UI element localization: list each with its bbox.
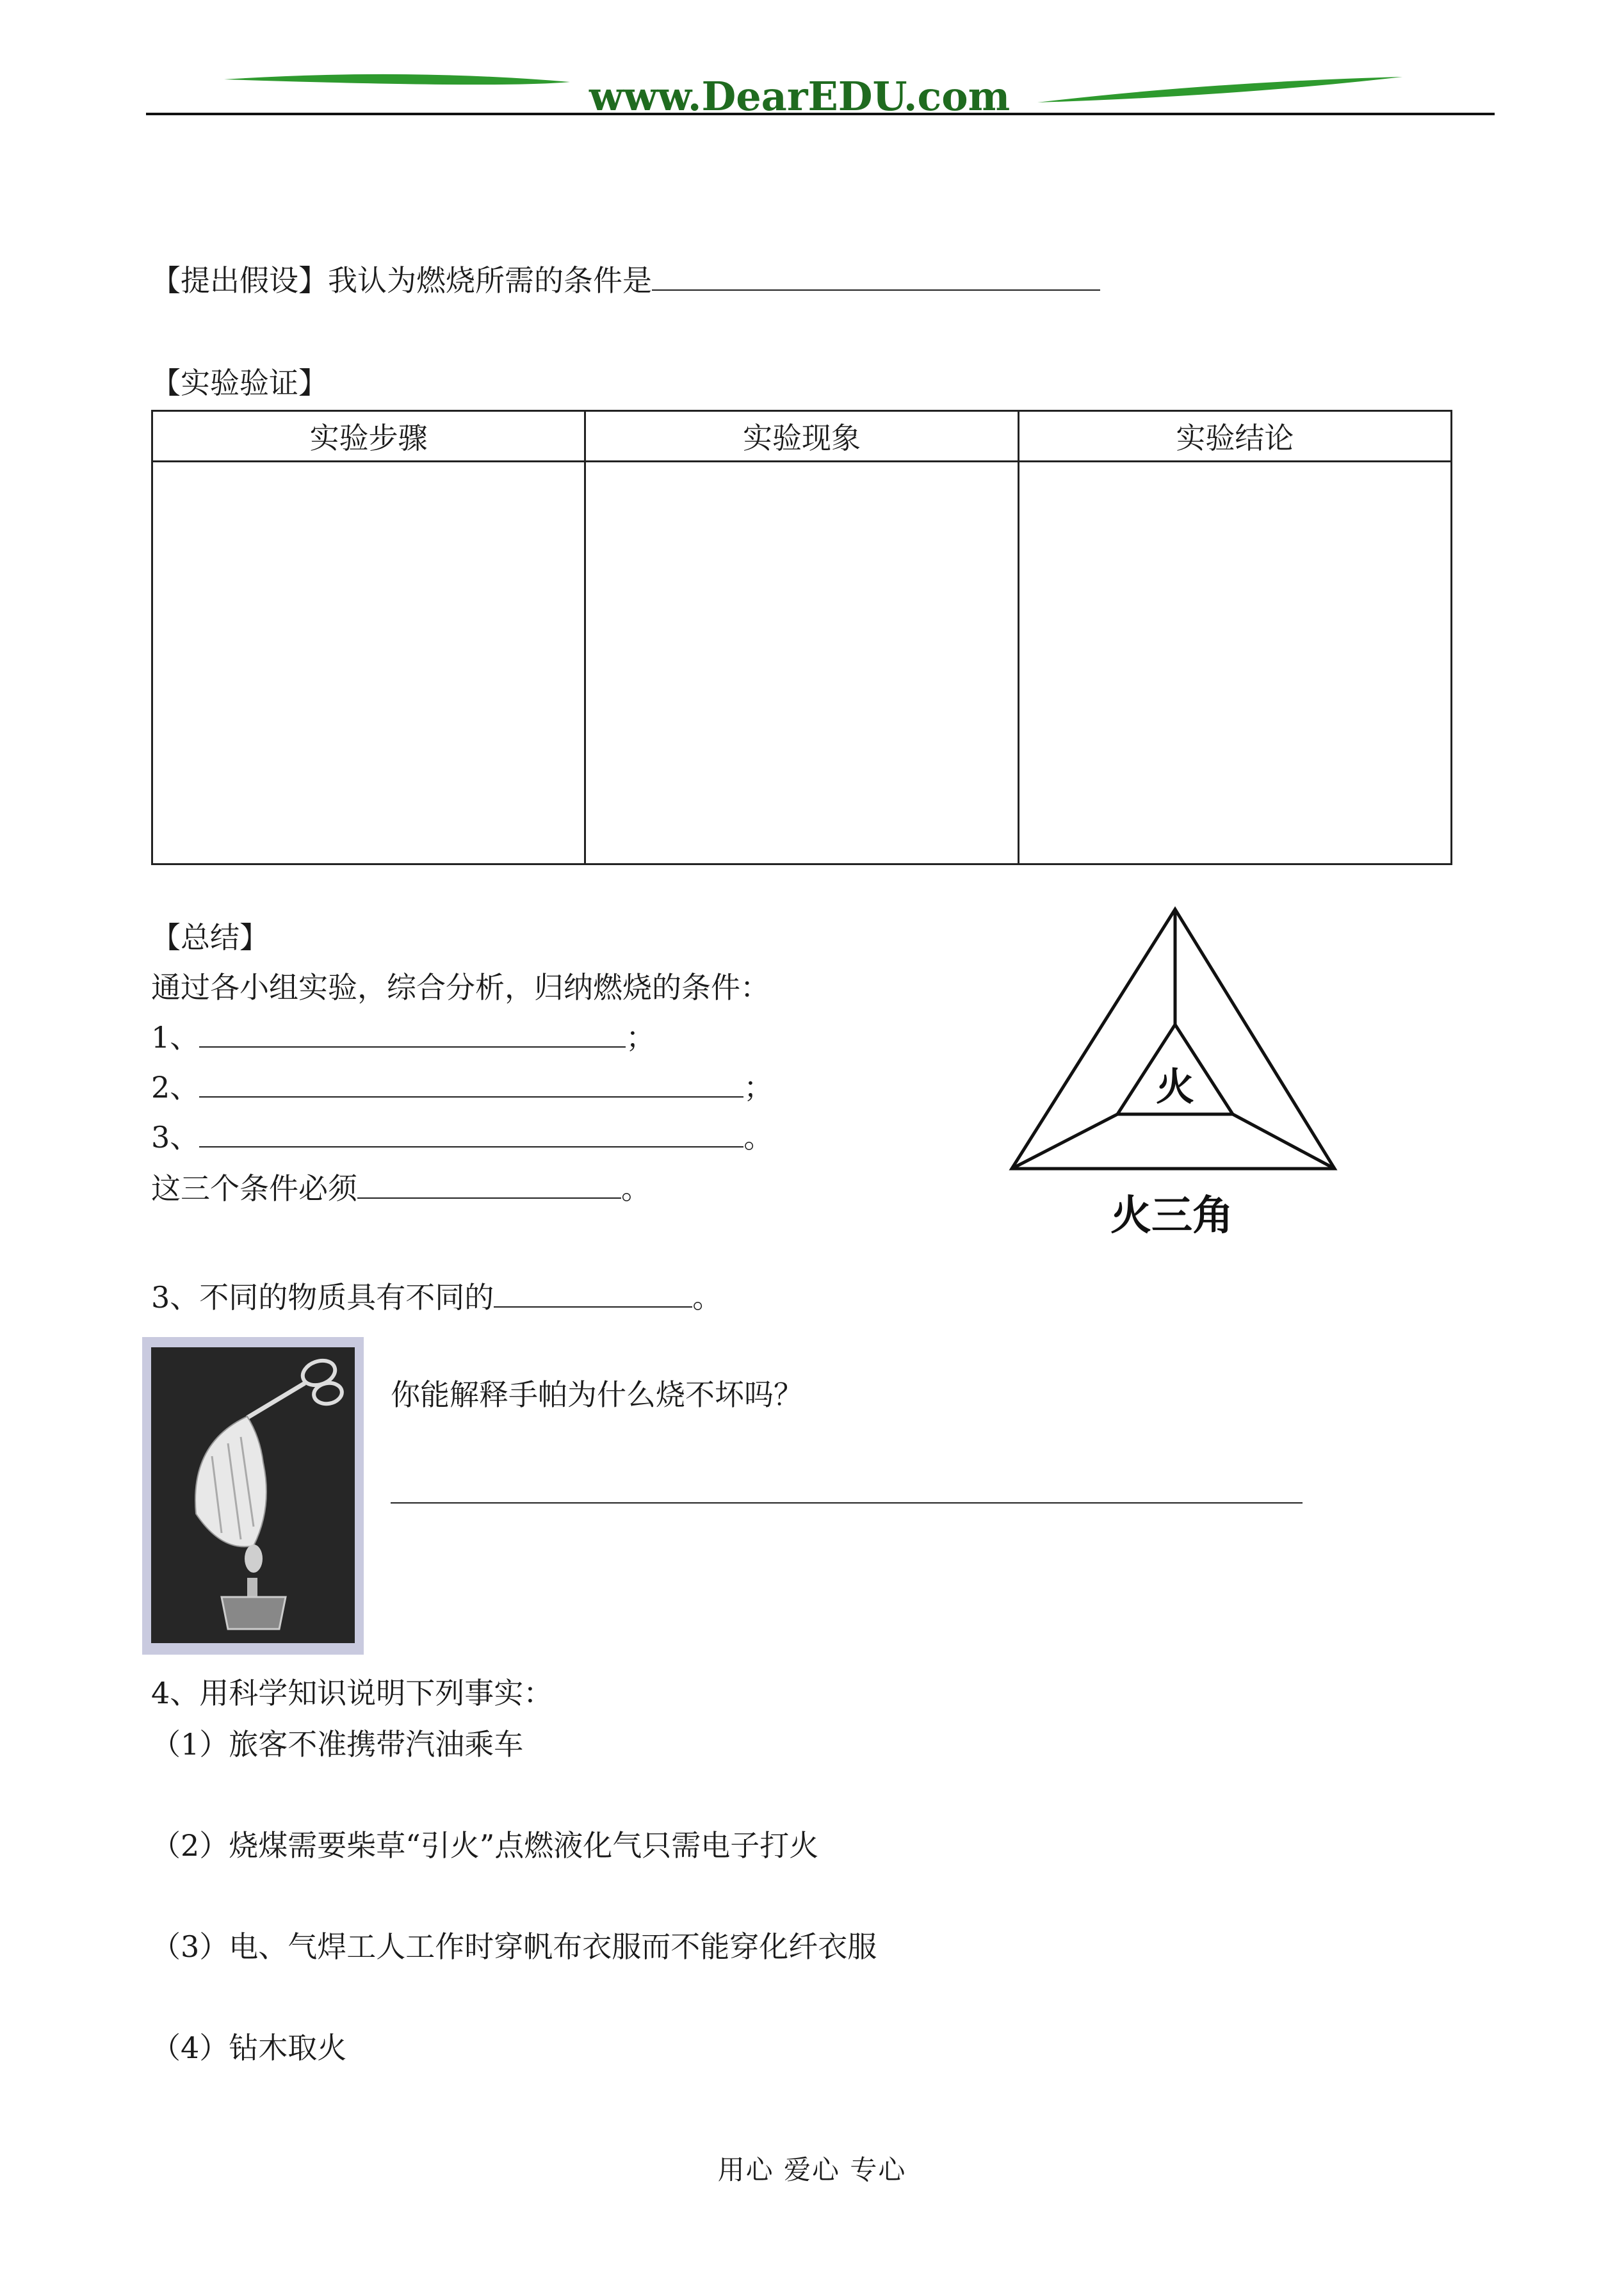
handkerchief-photo <box>142 1337 364 1655</box>
question4-intro: 4、用科学知识说明下列事实： <box>151 1676 553 1710</box>
fire-triangle-figure <box>999 896 1345 1255</box>
table-row <box>152 462 1452 864</box>
logo-swoosh-right <box>1037 77 1402 102</box>
summary-item-end: ； <box>743 1070 774 1105</box>
question3-blank[interactable] <box>494 1278 692 1308</box>
handkerchief-question: 你能解释手帕为什么烧不坏吗？ <box>391 1377 803 1412</box>
question3-end: 。 <box>692 1280 722 1315</box>
summary-blank-1[interactable] <box>199 1018 626 1048</box>
summary-must-end: 。 <box>621 1171 651 1206</box>
summary-must-line <box>151 1169 651 1208</box>
phenomena-cell[interactable] <box>585 462 1018 864</box>
handkerchief-photo-inner <box>151 1347 355 1643</box>
summary-item-number: 2、 <box>151 1070 200 1105</box>
question4-item-1: （1）旅客不准携带汽油乘车 <box>151 1727 524 1762</box>
summary-heading: 【总结】 <box>151 920 269 955</box>
summary-item-1 <box>151 1018 655 1057</box>
question4-item-2: （2）烧煤需要柴草“引火”点燃液化气只需电子打火 <box>151 1828 819 1863</box>
summary-item-3 <box>151 1118 773 1156</box>
question3-line <box>151 1278 722 1317</box>
handkerchief-answer-blank[interactable] <box>391 1502 1303 1504</box>
column-header-phenomena: 实验现象 <box>585 411 1018 462</box>
summary-intro: 通过各小组实验，综合分析，归纳燃烧的条件： <box>151 970 770 1005</box>
column-header-conclusion: 实验结论 <box>1018 411 1451 462</box>
column-header-steps: 实验步骤 <box>152 411 585 462</box>
summary-item-end: 。 <box>743 1120 774 1155</box>
summary-item-2 <box>151 1068 773 1107</box>
summary-blank-3[interactable] <box>199 1118 743 1148</box>
question3-label: 3、不同的物质具有不同的 <box>151 1280 494 1315</box>
fire-triangle-center-label: 火 <box>1156 1065 1194 1110</box>
question4-item-4: （4）钻木取火 <box>151 2031 347 2065</box>
fire-triangle-caption: 火三角 <box>1110 1192 1233 1240</box>
logo-text: www.DearEDU.com <box>589 73 1011 120</box>
summary-item-end: ； <box>626 1020 656 1055</box>
site-logo <box>211 63 1415 120</box>
steps-cell[interactable] <box>152 462 585 864</box>
summary-must-label: 这三个条件必须 <box>151 1171 357 1206</box>
summary-item-number: 3、 <box>151 1120 200 1155</box>
hypothesis-line <box>151 261 1100 300</box>
experiment-table <box>151 410 1452 865</box>
summary-blank-2[interactable] <box>199 1068 743 1098</box>
experiment-heading: 【实验验证】 <box>151 366 328 400</box>
fire-triangle-lines <box>1012 909 1335 1169</box>
table-header-row <box>152 411 1452 462</box>
footer-text: 用心 爱心 专心 <box>717 2154 907 2186</box>
hypothesis-blank[interactable] <box>652 261 1100 291</box>
summary-must-blank[interactable] <box>357 1169 621 1199</box>
logo-swoosh-left <box>224 74 570 85</box>
header-rule <box>146 113 1495 115</box>
conclusion-cell[interactable] <box>1018 462 1451 864</box>
question4-item-3: （3）电、气焊工人工作时穿帆布衣服而不能穿化纤衣服 <box>151 1929 877 1964</box>
summary-item-number: 1、 <box>151 1020 200 1055</box>
handkerchief-illustration <box>151 1347 355 1643</box>
hypothesis-label: 【提出假设】我认为燃烧所需的条件是 <box>151 263 652 298</box>
